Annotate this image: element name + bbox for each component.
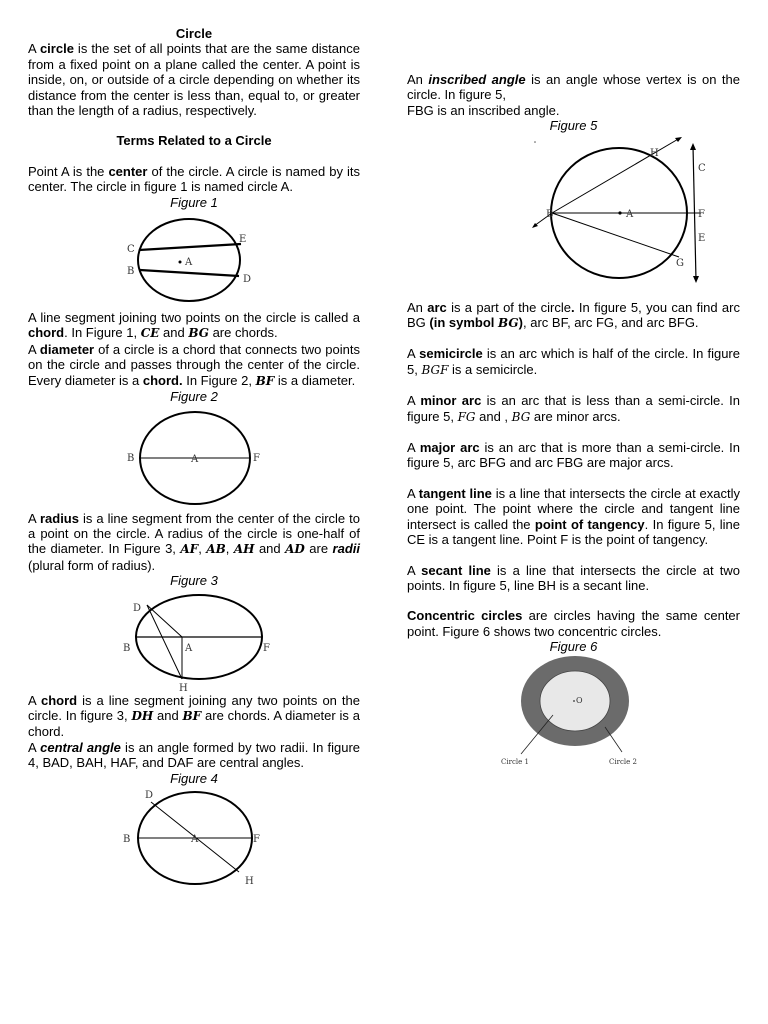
label-h: H xyxy=(649,147,659,159)
secant-line-paragraph: A secant line is a line that intersects the circle at two points. In figure 5, line BH is a secant line. xyxy=(407,562,740,593)
label-circle-2: Circle 2 xyxy=(608,757,637,766)
arc-paragraph: An arc is a part of the circle. In figure 5, you can find arc BG (in symbol BG), arc BF, arc FG, and arc BFG. xyxy=(407,299,740,331)
label-b: B xyxy=(123,642,131,654)
figure-5-caption: Figure 5 xyxy=(549,118,598,134)
page-title: Circle xyxy=(175,26,213,41)
label-c: C xyxy=(127,244,135,256)
label-a: A xyxy=(191,453,199,465)
label-a: A xyxy=(191,833,199,845)
label-e: E xyxy=(239,234,247,246)
inscribed-angle-paragraph: An inscribed angle is an angle whose vertex is on the circle. In figure 5, xyxy=(407,72,740,103)
label-b: B xyxy=(127,452,135,464)
major-arc-paragraph: A major arc is an arc that is more than a semi-circle. In figure 5, arc BFG and arc FBG are major arcs. xyxy=(407,440,740,471)
label-a: A xyxy=(625,208,633,220)
center-paragraph: Point A is the center of the circle. A circle is named by its center. The circle in figure 1 is named circle A. xyxy=(28,163,360,195)
label-circle-1: Circle 1 xyxy=(500,757,529,766)
label-h: H xyxy=(179,682,188,694)
label-b: B xyxy=(545,208,553,220)
minor-arc-paragraph: A minor arc is an arc that is less than a semi-circle. In figure 5, FG and , BG are minor arcs. xyxy=(407,393,740,424)
label-f: F xyxy=(253,452,260,464)
figure-3 xyxy=(119,589,269,693)
label-b: B xyxy=(123,833,131,845)
label-h: H xyxy=(245,875,254,887)
concentric-circles-paragraph: Concentric circles are circles having the same center point. Figure 6 shows two concentric circles. xyxy=(407,608,740,639)
label-b: B xyxy=(127,266,135,278)
section-heading: Terms Related to a Circle xyxy=(116,133,272,149)
label-d: D xyxy=(145,789,154,801)
label-f: F xyxy=(697,208,705,220)
radius-paragraph: A radius is a line segment from the center of the circle to a point on the circle. A radius of the circle is one-half of the diameter. In Figure 3, AF, AB, AH and AD are radii (plural form of radius). xyxy=(28,510,360,573)
label-f: F xyxy=(253,833,260,845)
figure-4 xyxy=(119,786,269,890)
figure-4-caption: Figure 4 xyxy=(170,770,218,786)
figure-1 xyxy=(119,210,269,310)
tangent-line-paragraph: A tangent line is a line that intersects the circle at exactly one point. The point where the circle and tangent line intersect is called the point of tangency. In figure 5, line CE is a tangent line. Point F is the point of tangency. xyxy=(407,485,740,548)
circle-definition: A circle is the set of all points that are the same distance from a fixed point on a plane called the center. A point is inside, on, or outside of a circle depending on whether its distance from the center is less than, equal to, or greater than the length of a radius, respectively. xyxy=(28,41,360,119)
left-column xyxy=(28,26,360,890)
figure-6 xyxy=(479,655,669,775)
central-angle-paragraph: A central angle is an angle formed by two radii. In figure 4, BAD, BAH, HAF, and DAF are central angles. xyxy=(28,739,360,771)
chord-paragraph: A line segment joining two points on the circle is called a chord. In Figure 1, CE and BG are chords. xyxy=(28,310,360,341)
label-d: D xyxy=(133,602,142,614)
figure-2 xyxy=(119,405,269,511)
label-a: A xyxy=(185,257,193,269)
label-g: G xyxy=(675,257,684,269)
figure-3-caption: Figure 3 xyxy=(170,573,218,589)
label-f: F xyxy=(263,642,270,654)
label-e: E xyxy=(697,232,705,244)
right-column xyxy=(407,72,740,775)
figure-2-caption: Figure 2 xyxy=(170,389,218,405)
label-d: D xyxy=(243,274,252,286)
semicircle-paragraph: A semicircle is an arc which is half of the circle. In figure 5, BGF is a semicircle. xyxy=(407,346,740,377)
label-a: A xyxy=(185,642,193,654)
figure-6-caption: Figure 6 xyxy=(549,639,598,655)
diameter-paragraph: A diameter of a circle is a chord that connects two points on the circle and passes through the center of the circle. Every diameter is a chord. In Figure 2, BF is a diameter. xyxy=(28,341,360,388)
figure-5 xyxy=(474,134,706,292)
label-o: O xyxy=(575,695,583,705)
figure-1-caption: Figure 1 xyxy=(170,194,218,210)
inscribed-angle-example: FBG is an inscribed angle. xyxy=(407,102,560,118)
label-c: C xyxy=(697,162,706,174)
chord-definition-paragraph: A chord is a line segment joining any two points on the circle. In figure 3, DH and BF are chords. A diameter is a chord. xyxy=(28,692,360,740)
